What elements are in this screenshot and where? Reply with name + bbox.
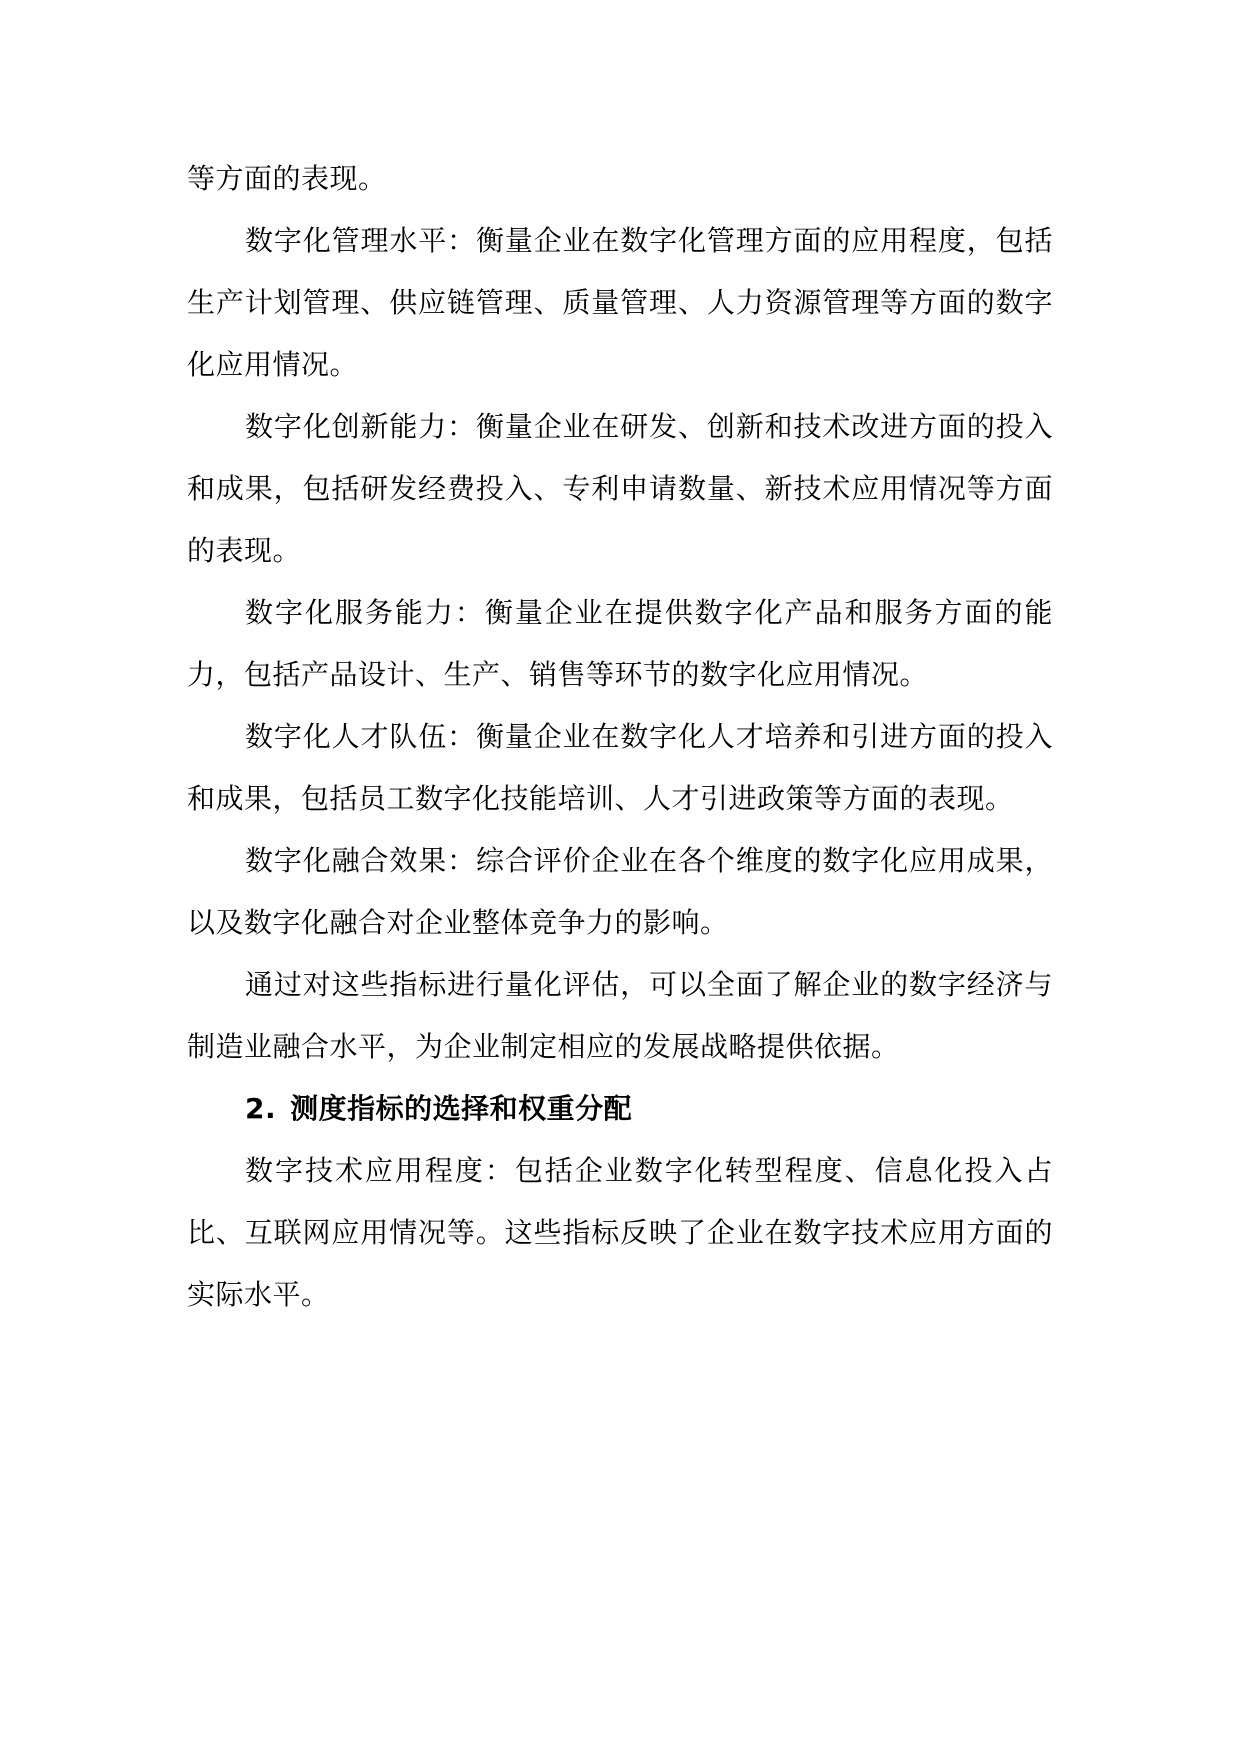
paragraph-digital-innovation: 数字化创新能力：衡量企业在研发、创新和技术改进方面的投入和成果，包括研发经费投入、专利申请数量、新技术应用情况等方面的表现。 <box>187 410 1053 567</box>
paragraph-digital-integration: 数字化融合效果：综合评价企业在各个维度的数字化应用成果，以及数字化融合对企业整体竞争力的影响。 <box>187 844 1053 939</box>
paragraph-tech-application: 数字技术应用程度：包括企业数字化转型程度、信息化投入占比、互联网应用情况等。这些指标反映了企业在数字技术应用方面的实际水平。 <box>187 1154 1053 1311</box>
paragraph-continuation: 等方面的表现。 <box>187 162 387 195</box>
section-title: 测度指标的选择和权重分配 <box>290 1092 633 1125</box>
paragraph-digital-management: 数字化管理水平：衡量企业在数字化管理方面的应用程度，包括生产计划管理、供应链管理、质量管理、人力资源管理等方面的数字化应用情况。 <box>187 224 1053 381</box>
section-number: 2. <box>245 1092 277 1125</box>
section-heading <box>187 1078 1053 1140</box>
paragraph-digital-service: 数字化服务能力：衡量企业在提供数字化产品和服务方面的能力，包括产品设计、生产、销售等环节的数字化应用情况。 <box>187 596 1053 691</box>
paragraph-summary: 通过对这些指标进行量化评估，可以全面了解企业的数字经济与制造业融合水平，为企业制定相应的发展战略提供依据。 <box>187 968 1053 1063</box>
document-body <box>187 148 1053 1326</box>
paragraph-digital-talent: 数字化人才队伍：衡量企业在数字化人才培养和引进方面的投入和成果，包括员工数字化技能培训、人才引进政策等方面的表现。 <box>187 720 1053 815</box>
